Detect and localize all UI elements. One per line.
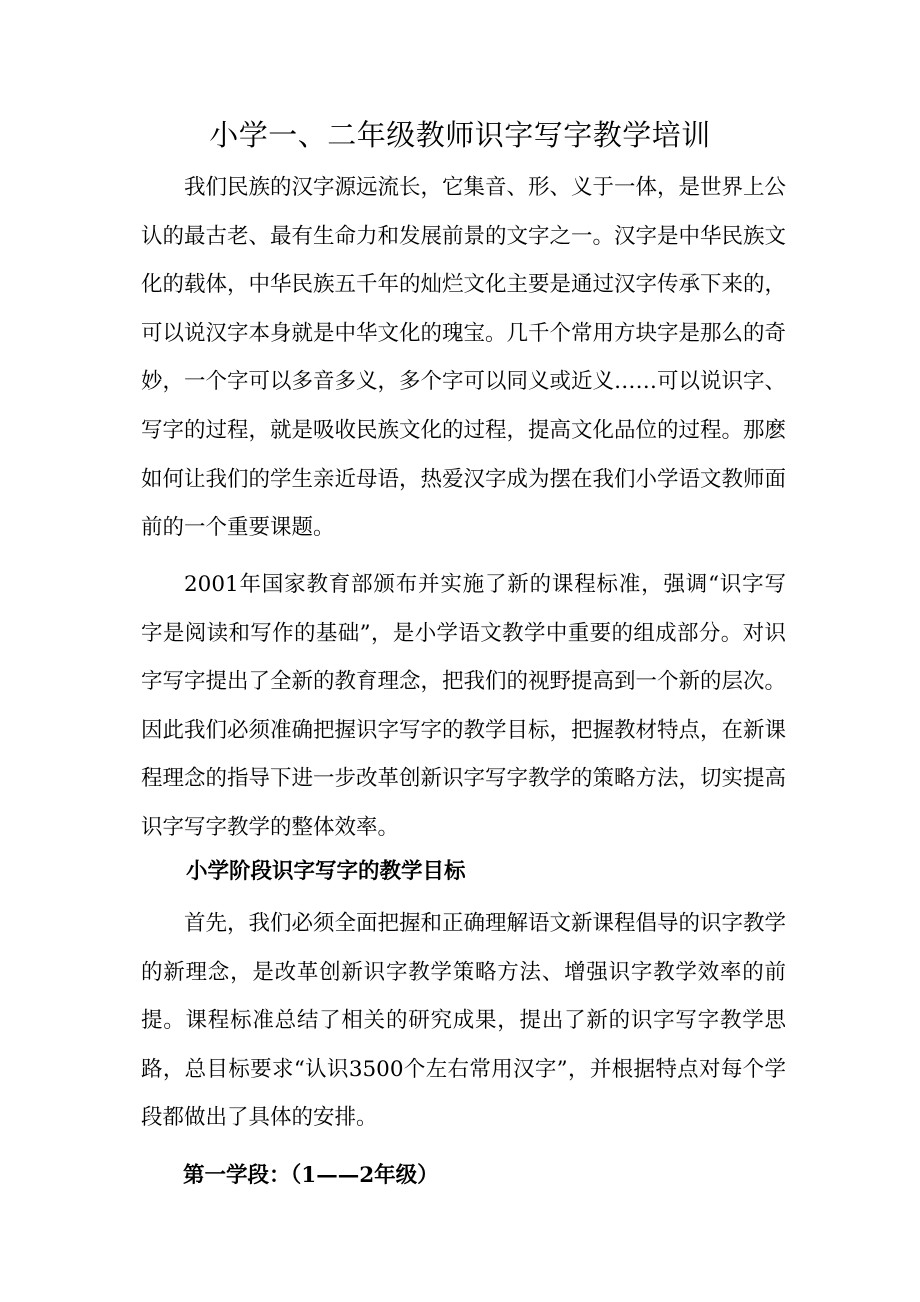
section-heading-teaching-goals: 小学阶段识字写字的教学目标 [186,859,466,884]
document-title: 小学一、二年级教师识字写字教学培训 [209,118,711,152]
paragraph-intro: 我们民族的汉字源远流长，它集音、形、义于一体，是世界上公认的最古老、最有生命力和发展前景的文字之一。汉字是中华民族文化的载体，中华民族五千年的灿烂文化主要是通过汉字传承下来的，可以说汉字本身就是中华文化的瑰宝。几千个常用方块字是那么的奇妙，一个字可以多音多义，多个字可以同义或近义……可以说识字、写字的过程，就是吸收民族文化的过程，提高文化品位的过程。那麽如何让我们的学生亲近母语，热爱汉字成为摆在我们小学语文教师面前的一个重要课题。 [141,175,787,541]
subsection-heading-first-stage: 第一学段：（1——2年级） [183,1163,439,1188]
paragraph-new-concepts: 首先，我们必须全面把握和正确理解语文新课程倡导的识字教学的新理念，是改革创新识字教学策略方法、增强识字教学效率的前提。课程标准总结了相关的研究成果，提出了新的识字写字教学思路，总目标要求“认识3500个左右常用汉字”，并根据特点对每个学段都做出了具体的安排。 [141,911,787,1131]
paragraph-curriculum-standard: 2001年国家教育部颁布并实施了新的课程标准，强调“识字写字是阅读和写作的基础”，是小学语文教学中重要的组成部分。对识字写字提出了全新的教育理念，把我们的视野提高到一个新的层次。因此我们必须准确把握识字写字的教学目标，把握教材特点，在新课程理念的指导下进一步改革创新识字写字教学的策略方法，切实提高识字写字教学的整体效率。 [141,572,787,840]
